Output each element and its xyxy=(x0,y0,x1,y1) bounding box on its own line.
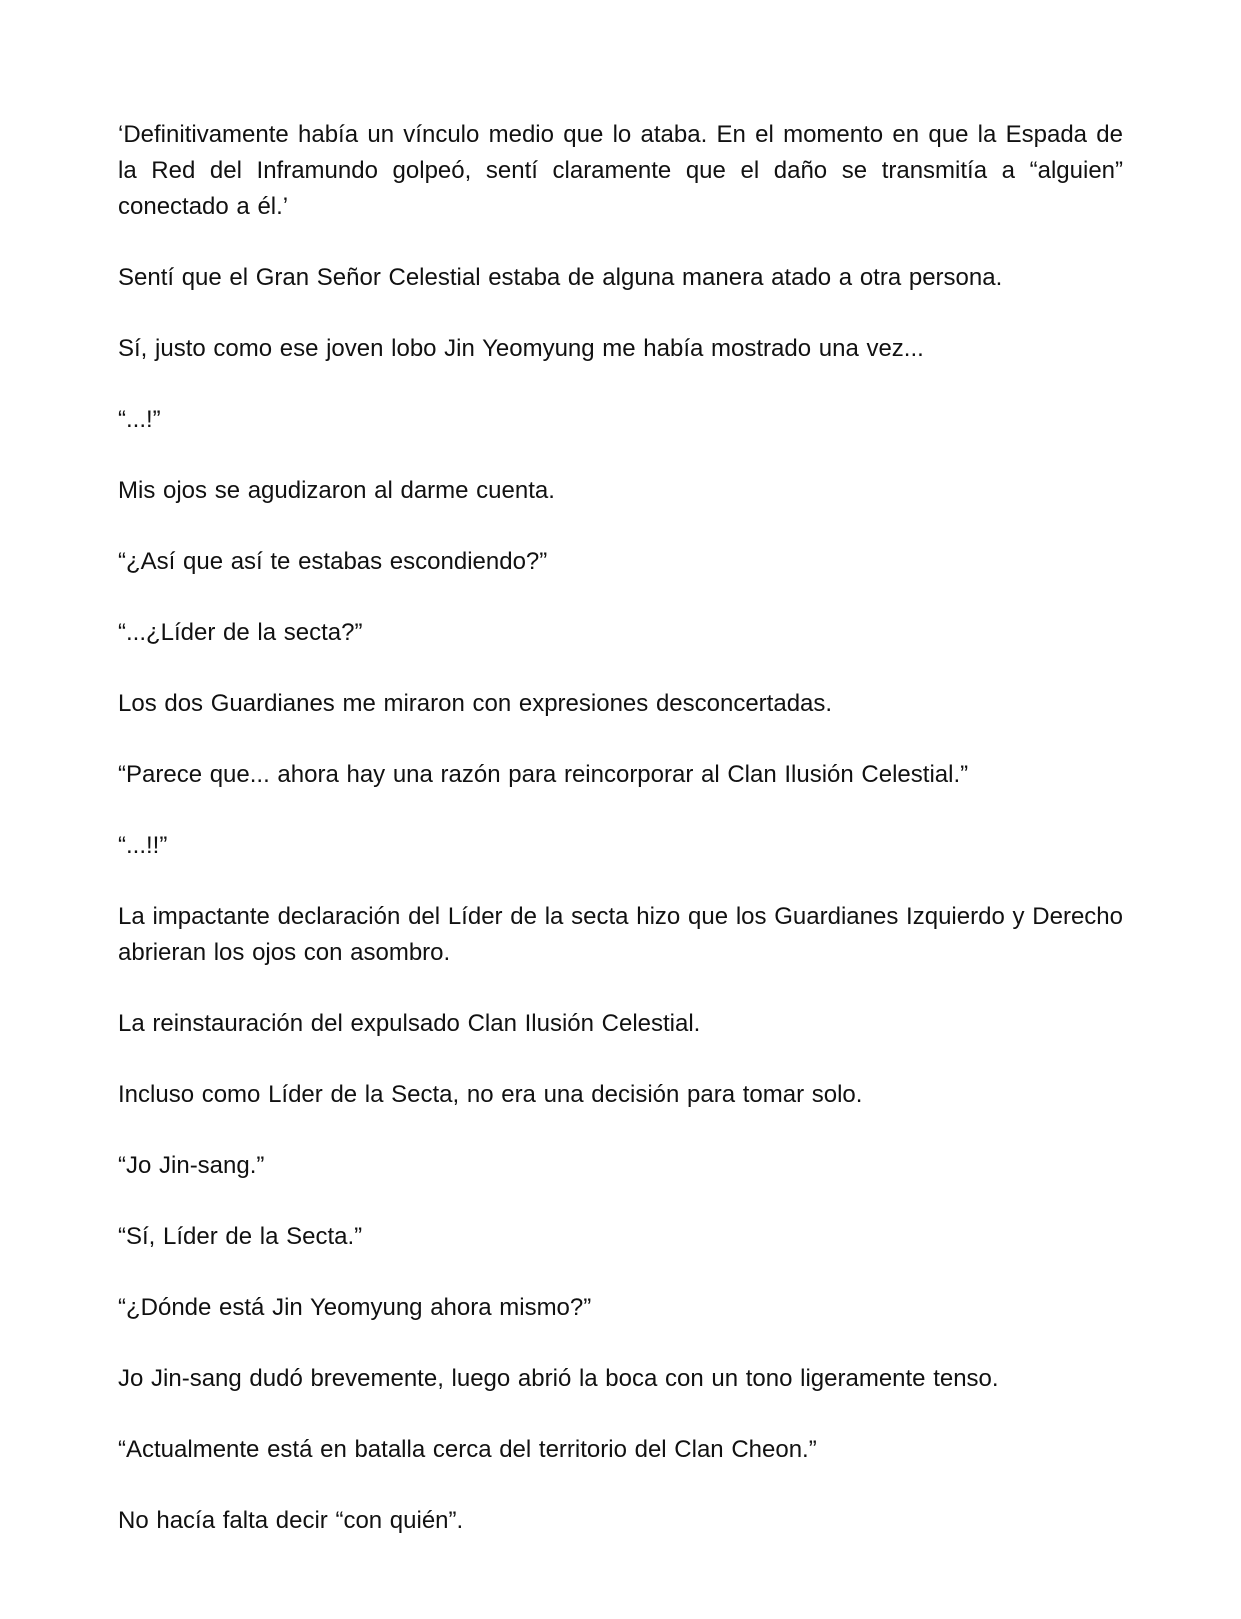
paragraph: “...¿Líder de la secta?” xyxy=(118,619,363,646)
paragraph: “...!” xyxy=(118,406,161,433)
paragraph: Jo Jin-sang dudó brevemente, luego abrió la boca con un tono ligeramente tenso. xyxy=(118,1365,999,1392)
paragraph: Sentí que el Gran Señor Celestial estaba de alguna manera atado a otra persona. xyxy=(118,264,1003,291)
paragraph: “Jo Jin-sang.” xyxy=(118,1152,265,1179)
paragraph: No hacía falta decir “con quién”. xyxy=(118,1507,464,1534)
paragraph: Mis ojos se agudizaron al darme cuenta. xyxy=(118,477,555,504)
paragraph: Sí, justo como ese joven lobo Jin Yeomyung me había mostrado una vez... xyxy=(118,335,924,362)
paragraph: Incluso como Líder de la Secta, no era una decisión para tomar solo. xyxy=(118,1081,863,1108)
paragraph: Los dos Guardianes me miraron con expresiones desconcertadas. xyxy=(118,690,833,717)
paragraph: “...!!” xyxy=(118,832,168,859)
paragraph: “Actualmente está en batalla cerca del territorio del Clan Cheon.” xyxy=(118,1436,817,1463)
paragraph: La reinstauración del expulsado Clan Ilusión Celestial. xyxy=(118,1010,701,1037)
paragraph: “¿Así que así te estabas escondiendo?” xyxy=(118,548,548,575)
paragraph: “Sí, Líder de la Secta.” xyxy=(118,1223,363,1250)
paragraph: “¿Dónde está Jin Yeomyung ahora mismo?” xyxy=(118,1294,592,1321)
paragraph: “Parece que... ahora hay una razón para reincorporar al Clan Ilusión Celestial.” xyxy=(118,761,969,788)
paragraph: La impactante declaración del Líder de la secta hizo que los Guardianes Izquierdo y Derecho abrieran los ojos con asombro. xyxy=(118,903,1123,966)
document-body xyxy=(118,117,1123,1574)
paragraph: ‘Definitivamente había un vínculo medio que lo ataba. En el momento en que la Espada de la Red del Inframundo golpeó, sentí claramente que el daño se transmitía a “alguien” conectado a él.’ xyxy=(118,121,1123,220)
